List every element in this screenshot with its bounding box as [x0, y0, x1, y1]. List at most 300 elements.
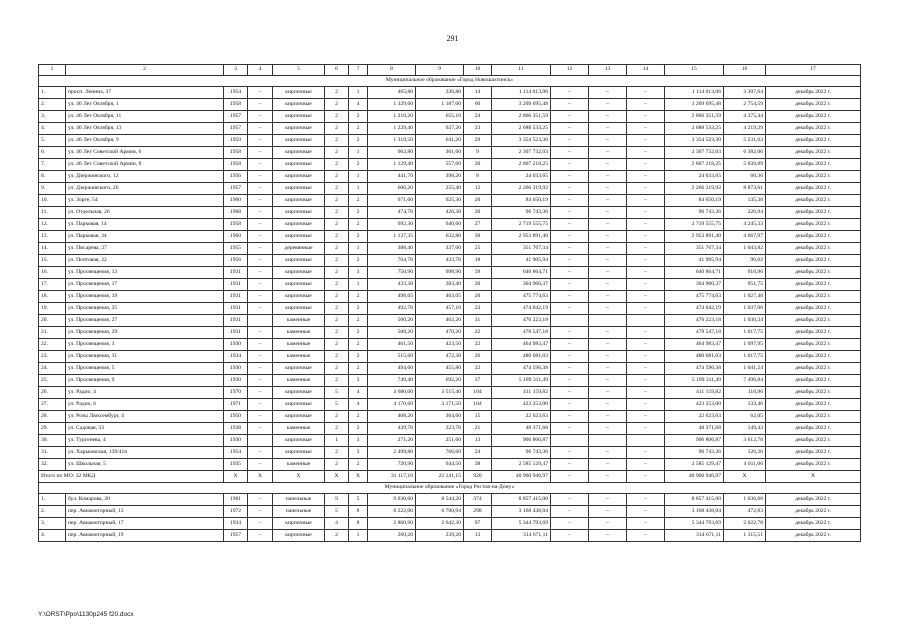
total-cell: X [273, 471, 325, 483]
table-cell: 9 [464, 147, 492, 159]
table-cell: 1957 [224, 123, 248, 135]
table-cell: декабрь 2022 г. [766, 530, 861, 542]
table-cell: 27 [464, 219, 492, 231]
table-cell: ул. Радио, 4 [66, 387, 224, 399]
table-cell: – [248, 123, 273, 135]
table-cell: – [627, 171, 665, 183]
table-cell: ул. Радио, 6 [66, 399, 224, 411]
table-cell: – [551, 506, 589, 518]
table-cell: 96 743,36 [665, 207, 724, 219]
table-cell: каменные [273, 327, 325, 339]
table-cell: 226,94 [724, 207, 766, 219]
table-cell: 2 [349, 207, 368, 219]
table-cell: 557,00 [416, 159, 464, 171]
table-cell: 32. [39, 459, 66, 471]
table-cell: 1 030,34 [724, 315, 766, 327]
table-cell: 2 307 732,03 [492, 147, 551, 159]
table-cell: 97 [464, 518, 492, 530]
table-cell: 3. [39, 518, 66, 530]
table-cell: 3 [349, 375, 368, 387]
table-cell: – [627, 123, 665, 135]
total-cell: X [224, 471, 248, 483]
table-cell: ул. Дзержинского, 12 [66, 171, 224, 183]
table-cell: – [551, 399, 589, 411]
table-cell: – [551, 303, 589, 315]
table-cell: 637,20 [416, 123, 464, 135]
table-cell: – [248, 291, 273, 303]
table-cell: 2 [325, 147, 349, 159]
table-cell: 41 905,94 [665, 255, 724, 267]
table-cell: 1955 [224, 243, 248, 255]
table-cell: 1 097,95 [724, 339, 766, 351]
table-cell: 24 033,65 [492, 171, 551, 183]
table-cell: – [627, 87, 665, 99]
table-cell: декабрь 2022 г. [766, 494, 861, 506]
table-cell: – [627, 303, 665, 315]
table-cell: 411 159,82 [665, 387, 724, 399]
table-cell: 96,62 [724, 255, 766, 267]
table-cell: 22 623,63 [665, 411, 724, 423]
table-cell: 1 [349, 183, 368, 195]
table-cell: – [248, 387, 273, 399]
table-cell: 2 [325, 111, 349, 123]
table-cell: 1. [39, 87, 66, 99]
table-cell: 2 [325, 267, 349, 279]
table-cell: 13 [464, 530, 492, 542]
column-number-header: 5 [273, 65, 325, 76]
table-cell: кирпичные [273, 219, 325, 231]
table-cell: 96 743,36 [492, 447, 551, 459]
table-cell: 149,43 [724, 423, 766, 435]
table-cell: панельные [273, 506, 325, 518]
table-cell: 1934 [224, 518, 248, 530]
table-cell: 96 743,36 [665, 447, 724, 459]
table-row [39, 375, 861, 387]
table-cell: кирпичные [273, 518, 325, 530]
table-cell: 26. [39, 387, 66, 399]
table-cell: – [248, 459, 273, 471]
table-cell: 15. [39, 255, 66, 267]
table-cell [551, 435, 589, 447]
total-label: Итого по МО: 32 МКД [39, 471, 224, 483]
table-cell: 1954 [224, 87, 248, 99]
table-cell: 11. [39, 207, 66, 219]
table-cell [248, 435, 273, 447]
table-cell: ул. Почтовая, 22 [66, 255, 224, 267]
table-cell: пер. Авиамоторный, 19 [66, 530, 224, 542]
table-cell: – [589, 219, 627, 231]
table-cell: – [248, 207, 273, 219]
table-cell: 28. [39, 411, 66, 423]
table-cell: 474 042,19 [665, 303, 724, 315]
table-cell: 3 612,78 [724, 435, 766, 447]
table-cell: – [551, 411, 589, 423]
table-cell: 433,70 [416, 255, 464, 267]
table-cell: 21. [39, 327, 66, 339]
table-cell: – [627, 387, 665, 399]
table-cell: 951,75 [724, 279, 766, 291]
table-cell: 2 [325, 339, 349, 351]
table-cell: декабрь 2022 г. [766, 387, 861, 399]
table-cell: 2 [325, 447, 349, 459]
table-cell: 255,40 [416, 183, 464, 195]
table-cell: 478 547,18 [492, 327, 551, 339]
table-cell: каменные [273, 351, 325, 363]
table-cell: ул. Дзержинского, 26 [66, 183, 224, 195]
table-row [39, 231, 861, 243]
table-cell: – [627, 339, 665, 351]
table-cell: 2 [325, 219, 349, 231]
column-number-header: 7 [349, 65, 368, 76]
table-cell: декабрь 2022 г. [766, 219, 861, 231]
table-cell: 8 [349, 518, 368, 530]
table-cell: 2 [325, 423, 349, 435]
table-cell: 383,40 [416, 279, 464, 291]
table-cell: – [248, 219, 273, 231]
table-cell: кирпичные [273, 195, 325, 207]
table-cell: – [627, 135, 665, 147]
table-cell: ул. Садовая, 33 [66, 423, 224, 435]
table-cell: 1972 [224, 506, 248, 518]
table-cell: кирпичные [273, 399, 325, 411]
table-cell: 2 [325, 123, 349, 135]
table-cell: кирпичные [273, 147, 325, 159]
table-cell: – [551, 243, 589, 255]
table-cell: ул. Просвещения, 3 [66, 339, 224, 351]
table-cell: 16. [39, 267, 66, 279]
table-cell: 2 688 533,25 [492, 123, 551, 135]
table-cell: 3 354 523,30 [492, 135, 551, 147]
table-cell: – [551, 339, 589, 351]
table-cell: 4 [349, 387, 368, 399]
table-cell: 671,60 [368, 195, 416, 207]
table-cell: – [589, 375, 627, 387]
table-cell: кирпичные [273, 291, 325, 303]
table-cell: – [551, 255, 589, 267]
total-cell: X [325, 471, 349, 483]
table-cell [627, 435, 665, 447]
table-body [39, 65, 861, 542]
total-cell: – [589, 471, 627, 483]
table-cell: декабрь 2022 г. [766, 327, 861, 339]
table-cell: – [248, 530, 273, 542]
table-cell: – [627, 111, 665, 123]
table-cell: 15 [464, 411, 492, 423]
table-cell: 6. [39, 147, 66, 159]
table-cell: 13 [464, 435, 492, 447]
table-cell: – [248, 339, 273, 351]
table-cell: 1 137,35 [368, 231, 416, 243]
table-cell: 476 223,18 [665, 315, 724, 327]
total-cell: 31 117,10 [368, 471, 416, 483]
table-cell: ул. Просвещения, 13 [66, 267, 224, 279]
table-cell: пер. Авиамоторный, 13 [66, 506, 224, 518]
table-cell: – [589, 291, 627, 303]
table-row [39, 411, 861, 423]
table-cell: деревянные [273, 243, 325, 255]
table-cell: 3 168 438,04 [665, 506, 724, 518]
table-cell: 2 [325, 530, 349, 542]
table-cell: 23 [464, 303, 492, 315]
table-cell: 18. [39, 291, 66, 303]
table-cell: декабрь 2022 г. [766, 135, 861, 147]
table-cell [589, 435, 627, 447]
table-cell: 749,40 [368, 375, 416, 387]
table-cell: 632,80 [416, 231, 464, 243]
table-cell: 1 [349, 279, 368, 291]
table-cell: – [551, 99, 589, 111]
total-cell: X [766, 471, 861, 483]
table-cell: 1 043,82 [724, 243, 766, 255]
table-cell: кирпичные [273, 99, 325, 111]
table-cell: 14. [39, 243, 66, 255]
table-cell: 2 498,80 [368, 447, 416, 459]
total-cell: – [551, 471, 589, 483]
table-cell: 2 [349, 315, 368, 327]
table-cell: 472,83 [724, 506, 766, 518]
table-cell: 1981 [224, 494, 248, 506]
table-cell: 640 864,71 [665, 267, 724, 279]
table-cell: 5 344 793,69 [492, 518, 551, 530]
table-cell: – [551, 459, 589, 471]
table-cell: 29 [464, 135, 492, 147]
table-cell: – [551, 195, 589, 207]
table-row [39, 123, 861, 135]
table-cell: ул. Тургенева, 4 [66, 435, 224, 447]
table-cell: 1. [39, 494, 66, 506]
table-cell: 24 033,65 [665, 171, 724, 183]
table-cell: – [627, 506, 665, 518]
table-cell: 2 022,78 [724, 518, 766, 530]
table-cell: 1968 [224, 207, 248, 219]
table-cell: декабрь 2022 г. [766, 315, 861, 327]
table-cell: кирпичные [273, 135, 325, 147]
table-cell: 2 266 319,92 [665, 183, 724, 195]
table-cell [551, 315, 589, 327]
table-cell: 655,10 [416, 111, 464, 123]
table-cell: – [551, 375, 589, 387]
table-row [39, 195, 861, 207]
table-cell: 8. [39, 171, 66, 183]
table-cell: 23. [39, 351, 66, 363]
table-cell: декабрь 2022 г. [766, 279, 861, 291]
table-cell: 4. [39, 530, 66, 542]
table-cell: 314 671,11 [492, 530, 551, 542]
table-cell: 2 [325, 327, 349, 339]
table-cell: – [627, 291, 665, 303]
table-cell: ул. Просвещения, 29 [66, 327, 224, 339]
table-cell: 1 129,40 [368, 159, 416, 171]
table-cell: 4 667,97 [724, 231, 766, 243]
table-cell: 1930 [224, 435, 248, 447]
table-cell: 5. [39, 135, 66, 147]
table-cell: 20 [464, 279, 492, 291]
table-cell: бул. Комарова, 20 [66, 494, 224, 506]
table-cell: 3 [349, 435, 368, 447]
table-cell: – [589, 255, 627, 267]
table-cell: 1 [349, 530, 368, 542]
table-cell: 22 623,63 [492, 411, 551, 423]
table-cell: 2 [325, 171, 349, 183]
table-cell: – [551, 231, 589, 243]
table-cell: ул. Просвещения, 31 [66, 351, 224, 363]
table-cell: 20 [464, 291, 492, 303]
table-cell: ул. Просвещения, 17 [66, 279, 224, 291]
table-cell: декабрь 2022 г. [766, 255, 861, 267]
table-cell: кирпичные [273, 363, 325, 375]
table-cell: 337,00 [416, 243, 464, 255]
table-cell: – [248, 375, 273, 387]
table-cell: – [248, 518, 273, 530]
table-cell: 41 905,94 [492, 255, 551, 267]
table-cell: – [248, 183, 273, 195]
table-row [39, 219, 861, 231]
table-cell: 323,70 [416, 423, 464, 435]
table-cell: – [627, 231, 665, 243]
table-cell: 492,70 [368, 303, 416, 315]
total-cell: X [724, 471, 766, 483]
table-cell: 2 [325, 315, 349, 327]
table-row [39, 159, 861, 171]
table-cell: – [551, 219, 589, 231]
table-cell: – [248, 279, 273, 291]
table-cell: 441,70 [368, 171, 416, 183]
table-cell: – [551, 159, 589, 171]
table-cell: – [551, 351, 589, 363]
table-cell: – [551, 123, 589, 135]
table-cell: – [589, 459, 627, 471]
table-cell: 4 [325, 518, 349, 530]
table-cell: 8 222,00 [368, 506, 416, 518]
table-cell: 364 900,37 [665, 279, 724, 291]
table-cell: 1 187,00 [416, 99, 464, 111]
table-cell: 5 [325, 399, 349, 411]
table-cell: 18 [464, 255, 492, 267]
table-cell: 455,80 [416, 363, 464, 375]
table-cell: 508,20 [368, 327, 416, 339]
table-cell: 351 767,34 [665, 243, 724, 255]
table-cell: 1958 [224, 99, 248, 111]
table-cell: 2 [349, 231, 368, 243]
table-cell: ул. Розы Люксембург, 4 [66, 411, 224, 423]
table-cell: – [627, 255, 665, 267]
table-cell: 3. [39, 111, 66, 123]
table-cell: – [248, 411, 273, 423]
table-cell: ул. Просвещения, 5 [66, 363, 224, 375]
table-cell: 698,90 [416, 267, 464, 279]
table-cell: 423 253,00 [665, 399, 724, 411]
table-cell: 2 [349, 111, 368, 123]
table-cell: – [627, 183, 665, 195]
table-cell: – [627, 363, 665, 375]
table-cell: 1 [349, 171, 368, 183]
table-cell: 20. [39, 315, 66, 327]
table-cell: 12. [39, 219, 66, 231]
column-number-header: 12 [551, 65, 589, 76]
table-cell: 48 371,68 [492, 423, 551, 435]
table-cell: 2 [325, 135, 349, 147]
table-cell: 398,20 [416, 171, 464, 183]
table-cell: 1 [349, 243, 368, 255]
table-cell: каменные [273, 339, 325, 351]
table-cell: – [551, 363, 589, 375]
table-cell: – [589, 159, 627, 171]
table-cell: кирпичные [273, 87, 325, 99]
table-cell: 439,70 [368, 423, 416, 435]
table-cell: – [551, 183, 589, 195]
table-cell: ул. Парковая, 34 [66, 231, 224, 243]
column-number-header: 6 [325, 65, 349, 76]
table-cell: – [589, 267, 627, 279]
table-cell: 20 [464, 159, 492, 171]
table-cell: – [551, 447, 589, 459]
table-cell: – [627, 267, 665, 279]
table-cell: 30 [464, 231, 492, 243]
table-cell: – [627, 99, 665, 111]
table-row [39, 267, 861, 279]
table-cell: 25 [464, 243, 492, 255]
table-cell: – [589, 171, 627, 183]
table-cell: 29. [39, 423, 66, 435]
table-row [39, 243, 861, 255]
table-cell: – [589, 207, 627, 219]
table-cell: – [551, 327, 589, 339]
page-number: 291 [446, 34, 459, 43]
table-cell: 2 585 129,47 [665, 459, 724, 471]
table-cell: – [589, 123, 627, 135]
table-cell: 2 953 891,40 [665, 231, 724, 243]
table-cell: 2 [349, 423, 368, 435]
table-cell: 2 [349, 351, 368, 363]
table-cell: декабрь 2022 г. [766, 171, 861, 183]
table-cell: 2 953 891,40 [492, 231, 551, 243]
table-cell: 1 041,24 [724, 363, 766, 375]
table-cell: 475 774,63 [665, 291, 724, 303]
table-cell: каменные [273, 315, 325, 327]
table-cell: декабрь 2022 г. [766, 207, 861, 219]
table-cell: 463,05 [416, 291, 464, 303]
table-cell: 640,60 [416, 219, 464, 231]
table-cell: 2 266 319,92 [492, 183, 551, 195]
table-cell: – [627, 327, 665, 339]
table-cell: декабрь 2022 г. [766, 159, 861, 171]
table-cell: 4 [349, 399, 368, 411]
table-cell: 2 866 351,59 [665, 111, 724, 123]
table-cell: 2 [325, 411, 349, 423]
table-cell: 271,20 [368, 435, 416, 447]
table-cell: кирпичные [273, 435, 325, 447]
table-row [39, 87, 861, 99]
table-cell: 2. [39, 99, 66, 111]
table-cell: 2 [325, 207, 349, 219]
table-cell: 84 650,19 [492, 195, 551, 207]
table-cell: 2 860,90 [368, 518, 416, 530]
table-cell: 7. [39, 159, 66, 171]
table-cell: каменные [273, 375, 325, 387]
table-cell: – [589, 195, 627, 207]
table-cell: кирпичные [273, 279, 325, 291]
table-cell: 2 [325, 183, 349, 195]
table-cell: 464 983,47 [665, 339, 724, 351]
total-cell: X [248, 471, 273, 483]
table-cell: – [589, 411, 627, 423]
table-cell: – [551, 518, 589, 530]
table-cell: 4 375,44 [724, 111, 766, 123]
table-cell: 133,46 [724, 399, 766, 411]
table-row [39, 447, 861, 459]
table-cell: 1957 [224, 183, 248, 195]
table-cell: – [248, 87, 273, 99]
